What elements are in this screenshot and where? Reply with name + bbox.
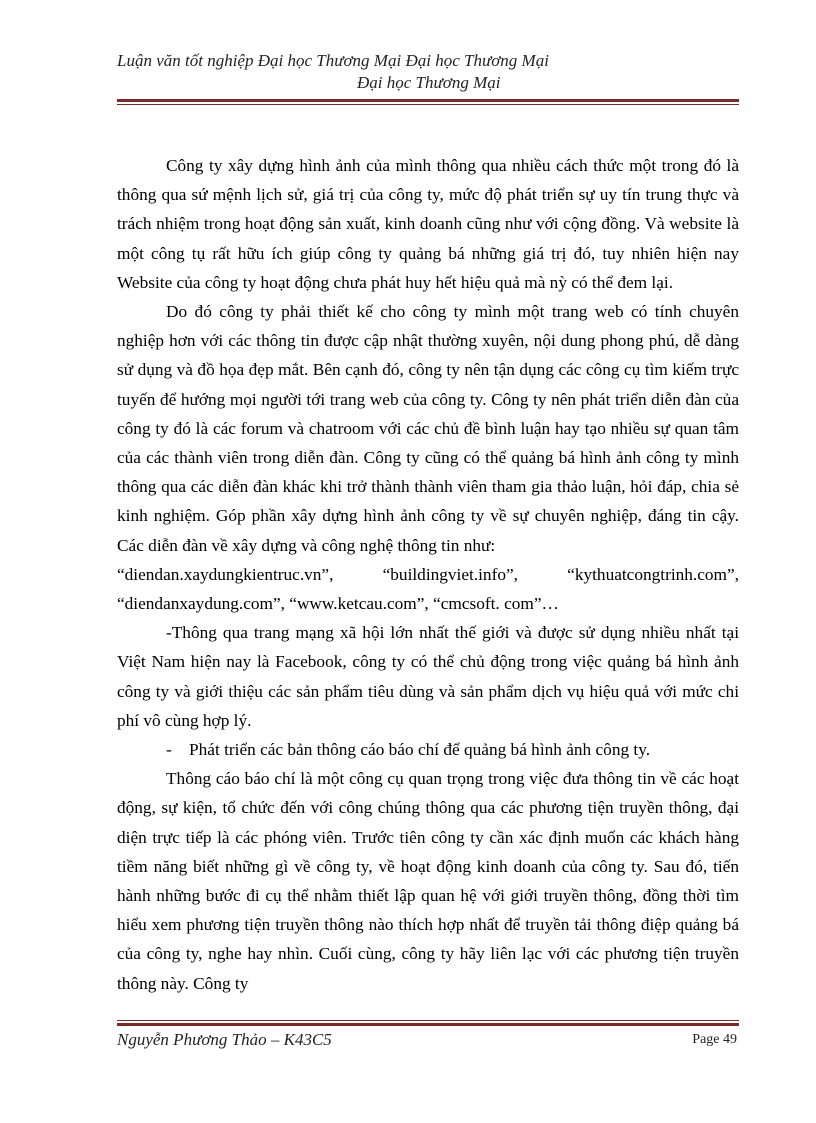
forum-site-3: “kythuatcongtrinh.com”, <box>567 564 739 584</box>
header-title-line2: Đại học Thương Mại <box>357 73 501 92</box>
bullet-dash: - <box>166 740 172 760</box>
bullet-text: Phát triển các bản thông cáo báo chí để quảng bá hình ảnh công ty. <box>189 740 651 760</box>
page-number: Page 49 <box>692 1032 737 1047</box>
bullet-press-release <box>117 735 739 764</box>
paragraph-1: Công ty xây dựng hình ảnh của mình thông qua nhiều cách thức một trong đó là thông qua sứ mệnh lịch sử, giá trị của công ty, mức độ phát triển sự uy tín trung thực và trách nhiệm trong hoạt động sản xuất, kinh doanh cũng như với cộng đồng. Và website là một công tụ rất hữu ích giúp công ty quảng bá những giá trị đó, tuy nhiên hiện nay Website của công ty hoạt động chưa phát huy hết hiệu quả mà nỳ có thể đem lại. <box>117 156 739 292</box>
forum-list-line-1 <box>117 560 739 589</box>
header-divider-thick <box>117 99 739 102</box>
footer-divider-thin <box>117 1020 739 1021</box>
forum-site-1: “diendan.xaydungkientruc.vn”, <box>117 564 334 584</box>
forum-site-2: “buildingviet.info”, <box>382 564 518 584</box>
paragraph-press-release: Thông cáo báo chí là một công cụ quan trọng trong việc đưa thông tin về các hoạt động, sự kiện, tổ chức đến với công chúng thông qua các phương tiện truyền thông, đại diện trực tiếp là các phóng viên. Trước tiên công ty cần xác định muốn các khách hàng tiềm năng biết những gì về công ty, về hoạt động kinh doanh của công ty. Sau đó, tiến hành những bước đi cụ thể nhằm thiết lập quan hệ với giới truyền thông, đồng thời tìm hiểu xem phương tiện truyền thông nào thích hợp nhất để truyền tải thông điệp quảng bá của công ty, nghe hay nhìn. Cuối cùng, công ty hãy liên lạc với các phương tiện truyền thông này. Công ty <box>117 769 739 993</box>
paragraph-2: Do đó công ty phải thiết kế cho công ty mình một trang web có tính chuyên nghiệp hơn với các thông tin được cập nhật thường xuyên, nội dung phong phú, dễ dàng sử dụng và đồ họa đẹp mắt. Bên cạnh đó, công ty nên tận dụng các công cụ tìm kiếm trực tuyến để hướng mọi người tới trang web của công ty. Công ty nên phát triển diễn đàn của công ty đó là các forum và chatroom với các chủ đề bình luận hay tạo nhiều sự quan tâm của các thành viên trong diễn đàn. Công ty cũng có thể quảng bá hình ảnh công ty mình thông qua các diễn đàn khác khi trở thành thành viên tham gia thảo luận, hỏi đáp, chia sẻ kinh nghiệm. Góp phần xây dựng hình ảnh công ty về sự chuyên nghiệp, đáng tin cậy. Các diễn đàn về xây dựng và công nghệ thông tin như: <box>117 302 739 555</box>
document-body <box>117 151 739 998</box>
footer-author: Nguyễn Phương Thảo – K43C5 <box>117 1030 332 1049</box>
header-title-line1: Luận văn tốt nghiệp Đại học Thương Mại Đại học Thương Mại <box>117 51 549 70</box>
footer-divider-thick <box>117 1023 739 1026</box>
paragraph-facebook: -Thông qua trang mạng xã hội lớn nhất thế giới và được sử dụng nhiều nhất tại Việt Nam hiện nay là Facebook, công ty có thể chủ động trong việc quảng bá hình ảnh công ty và giới thiệu các sản phẩm tiêu dùng và sản phẩm dịch vụ hiệu quả với mức chi phí vô cùng hợp lý. <box>117 623 739 730</box>
forum-list-line-2: “diendanxaydung.com”, “www.ketcau.com”, “cmcsoft. com”… <box>117 594 559 614</box>
page-header <box>117 50 739 94</box>
header-divider-thin <box>117 104 739 105</box>
